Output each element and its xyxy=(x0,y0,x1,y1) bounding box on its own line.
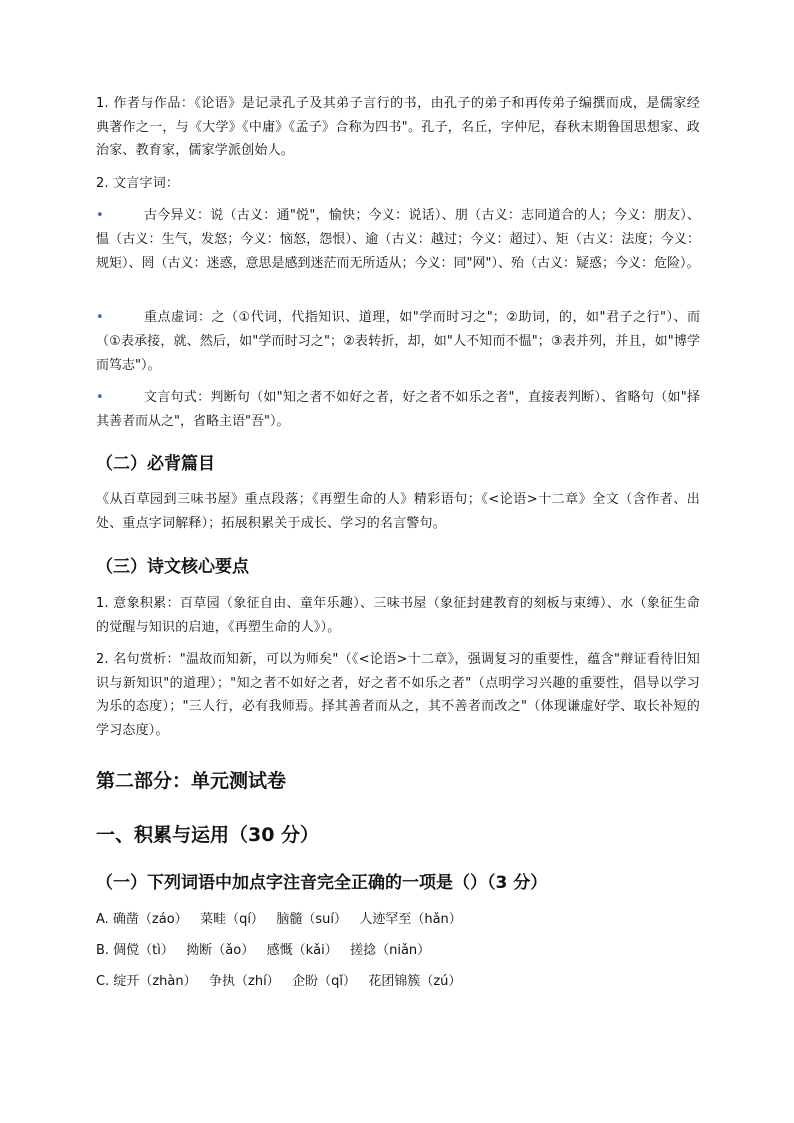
bullet-icon: • xyxy=(96,208,104,223)
sentence-patterns-text: 文言句式：判断句（如"知之者不如好之者，好之者不如乐之者"，直接表判断）、省略句（如"择其善者而从之"，省略主语"吾"）。 xyxy=(96,390,700,429)
part-two-title: 第二部分：单元测试卷 xyxy=(96,770,287,792)
author-works-paragraph: 1. 作者与作品：《论语》是记录孔子及其弟子言行的书，由孔子的弟子和再传弟子编撰而成，是儒家经典著作之一，与《大学》《中庸》《孟子》合称为四书"。孔子，名丘，字仲尼，春秋末期鲁国思想家、政治家、教育家，儒家学派创始人。 xyxy=(96,96,700,158)
vocab-heading: 2. 文言字词： xyxy=(96,176,180,191)
question-one-title: （一）下列词语中加点字注音完全正确的一项是（）（3 分） xyxy=(96,873,548,893)
imagery-paragraph: 1. 意象积累：百草园（象征自由、童年乐趣）、三味书屋（象征封建教育的刻板与束缚）、水（象征生命的觉醒与知识的启迪，《再塑生命的人》）。 xyxy=(96,596,700,635)
option-b: B. 倜傥（tì） 拗断（ǎo） 感慨（kǎi） 搓捻（niǎn） xyxy=(96,943,431,958)
bullet-icon: • xyxy=(96,390,104,405)
famous-quotes-paragraph: 2. 名句赏析："温故而知新，可以为师矣"（《<论语>十二章》，强调复习的重要性，蕴含"辩证看待旧知识与新知识"的道理）；"知之者不如好之者，好之者不如乐之者"（点明学习兴趣的重要性，倡导以学习为乐的态度）；"三人行，必有我师焉。择其善者而从之，其不善者而改之"（体现谦虚好学、取长补短的学习态度）。 xyxy=(96,652,700,738)
ancient-modern-meaning-text: 古今异义：说（古义：通"悦"，愉快；今义：说话）、朋（古义：志同道合的人；今义：朋友）、愠（古义：生气，发怒；今义：恼怒，怨恨）、逾（古义：越过；今义：超过）、矩（古义：法度；今义：规矩）、罔（古义：迷惑，意思是感到迷茫而无所适从；今义：同"网"）、殆（古义：疑惑；今义：危险）。 xyxy=(96,208,700,271)
option-c: C. 绽开（zhàn） 争执（zhí） 企盼（qǐ） 花团锦簇（zú） xyxy=(96,974,462,989)
list-item xyxy=(96,306,700,378)
recitation-text: 《从百草园到三味书屋》重点段落；《再塑生命的人》精彩语句；《<论语>十二章》全文（含作者、出处、重点字词解释）；拓展积累关于成长、学习的名言警句。 xyxy=(96,492,700,531)
list-item xyxy=(96,386,700,434)
function-words-text: 重点虚词：之（①代词，代指知识、道理，如"学而时习之"；②助词，的，如"君子之行"）、而（①表承接，就、然后，如"学而时习之"；②表转折，却，如"人不知而不愠"；③表并列，并且，如"博学而笃志"）。 xyxy=(96,310,700,373)
bullet-icon: • xyxy=(96,310,104,325)
list-item xyxy=(96,204,700,276)
section-heading-recitation: （二）必背篇目 xyxy=(96,454,215,474)
section-one-title: 一、积累与运用（30 分） xyxy=(96,824,320,846)
option-a: A. 确凿（záo） 菜畦（qí） 脑髓（suí） 人迹罕至（hǎn） xyxy=(96,912,462,927)
section-heading-key-points: （三）诗文核心要点 xyxy=(96,557,249,577)
